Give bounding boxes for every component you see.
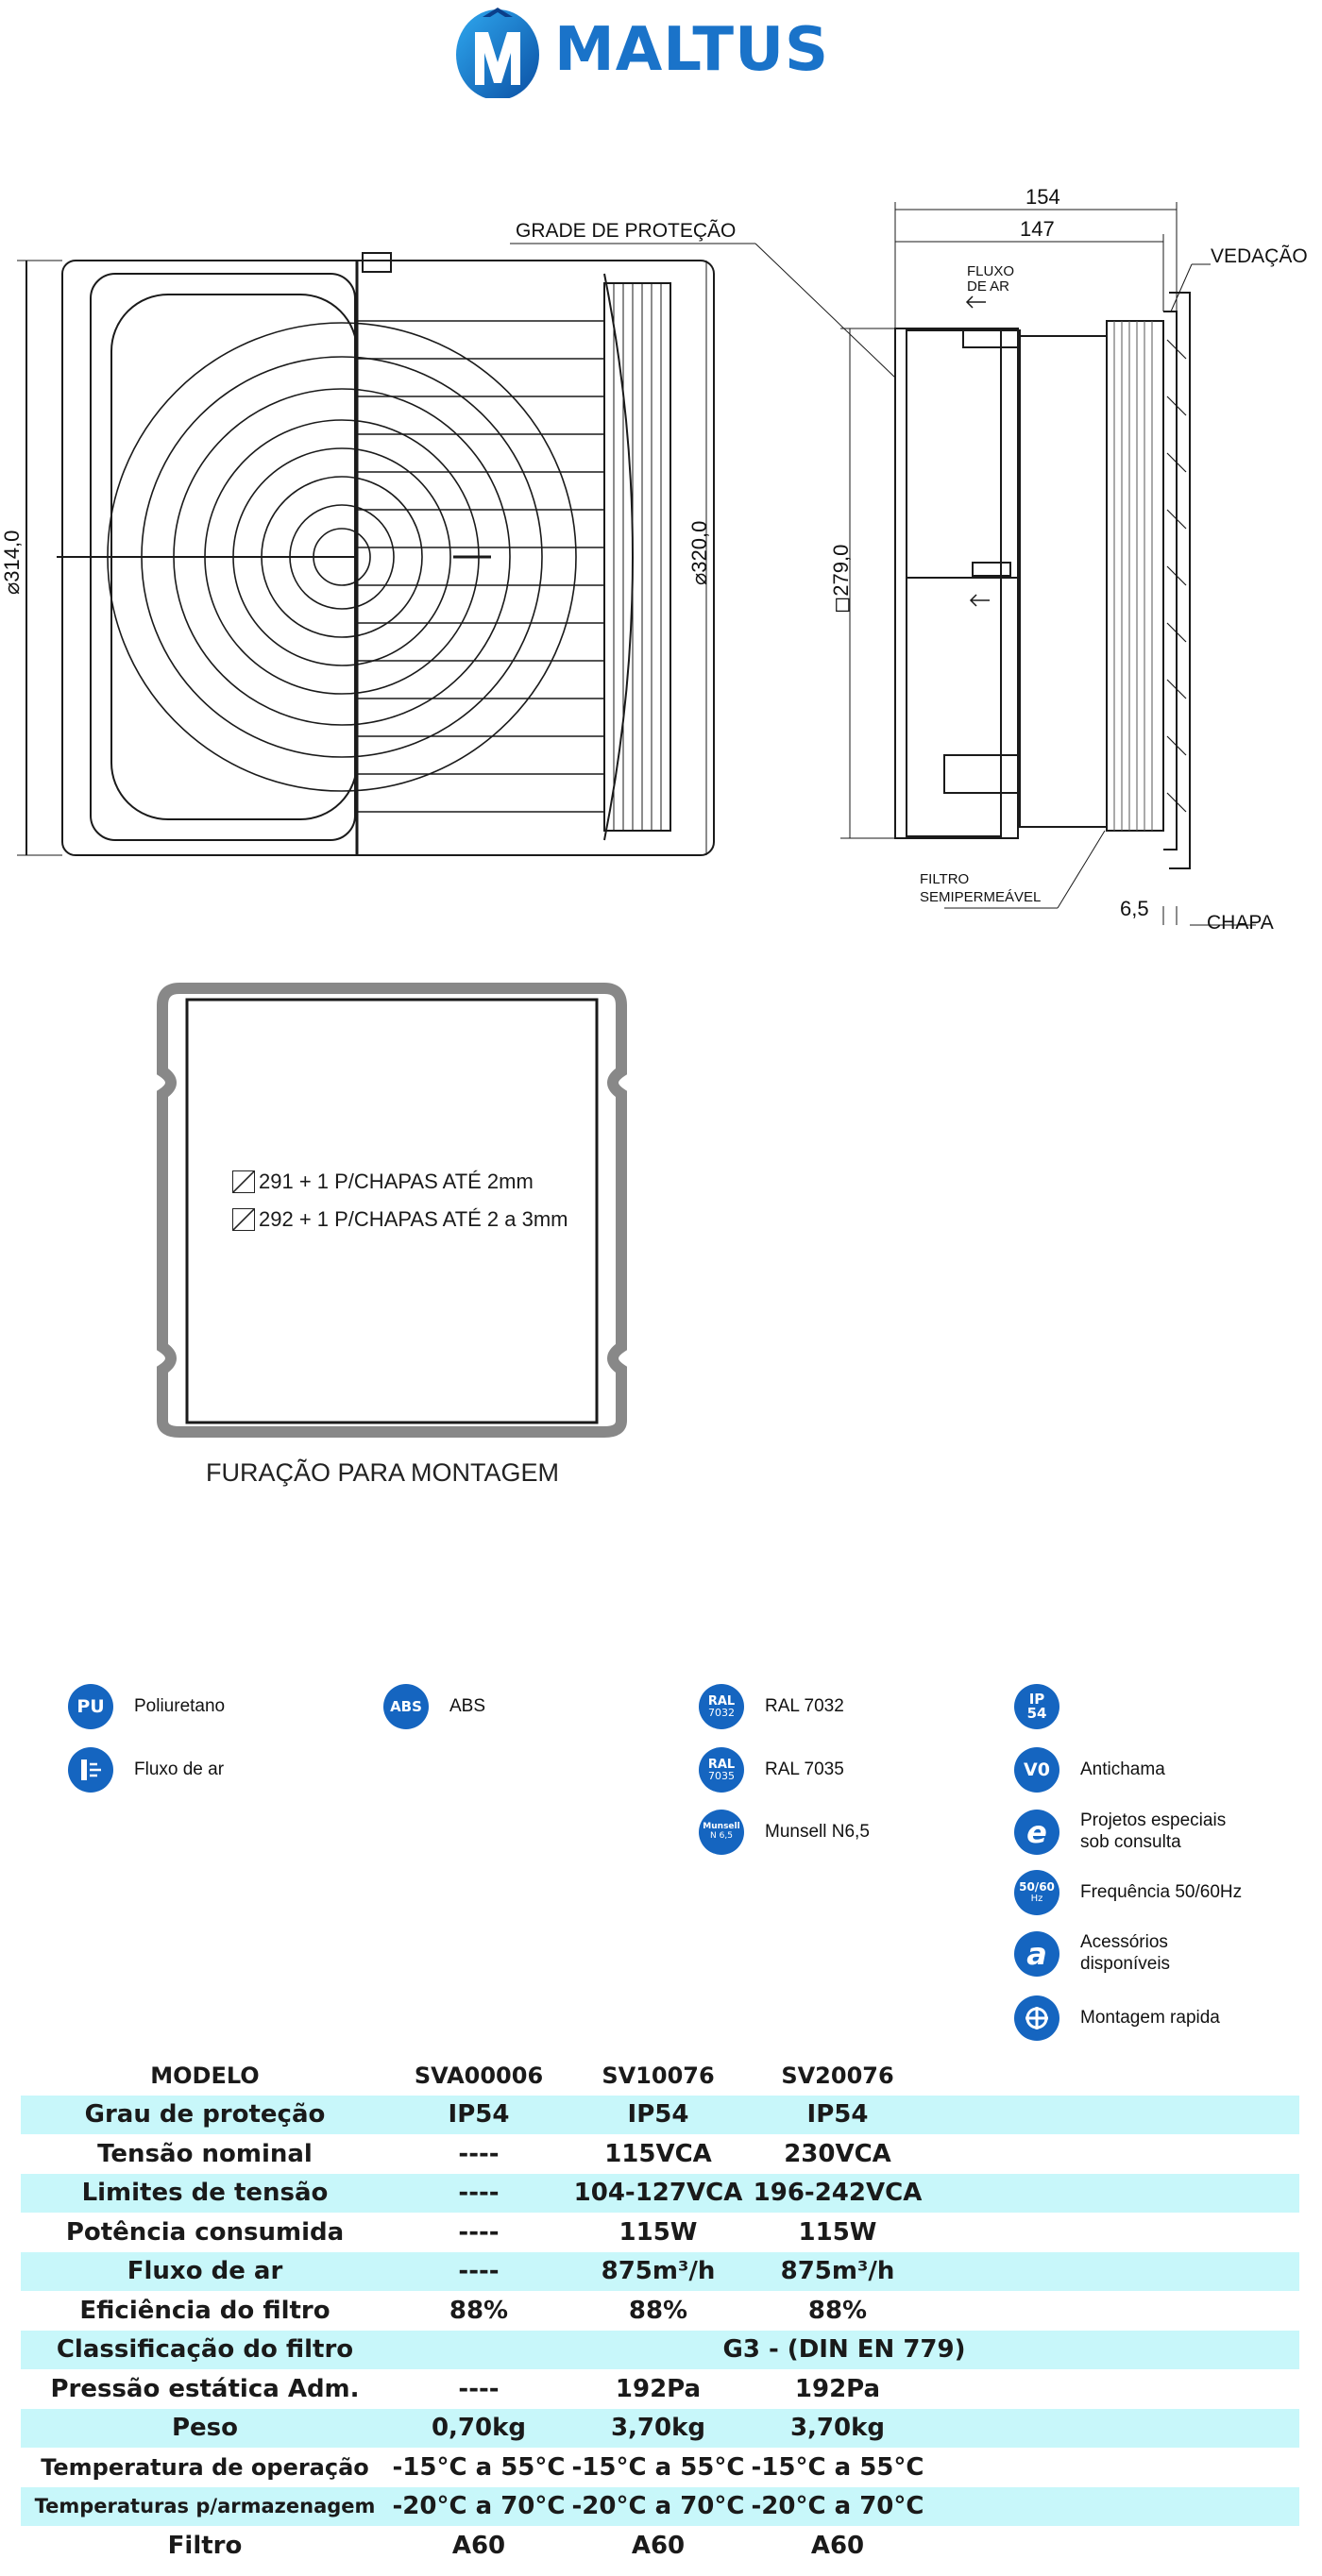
- abs-badge-icon: ABS: [383, 1684, 429, 1729]
- airflow-badge-icon: [68, 1747, 113, 1793]
- pu-badge-icon: PU: [68, 1684, 113, 1729]
- ral-badge-icon: RAL 7032: [699, 1684, 744, 1729]
- cell-value: -15°C a 55°C: [392, 2452, 566, 2482]
- row-label: Eficiência do filtro: [79, 2296, 330, 2325]
- table-row: [21, 2252, 1299, 2292]
- cell-value: A60: [451, 2531, 506, 2560]
- row-label: Tensão nominal: [97, 2139, 313, 2168]
- brand-name: MALTUS: [554, 15, 830, 85]
- cell-value: ----: [458, 2217, 500, 2247]
- table-header-row: [21, 2056, 1299, 2096]
- callout-vedacao: VEDAÇÃO: [1211, 245, 1308, 267]
- technical-drawing: [0, 0, 1322, 944]
- cutout-note-2: 292 + 1 P/CHAPAS ATÉ 2 a 3mm: [232, 1207, 568, 1232]
- table-row: [21, 2291, 1299, 2331]
- callout-fluxo-line-1: FLUXO: [967, 263, 1015, 279]
- cell-value: A60: [631, 2531, 686, 2560]
- cell-value: 104-127VCA: [568, 2174, 748, 2214]
- square-dimension-icon: [232, 1170, 255, 1193]
- cell-value: ----: [458, 2374, 500, 2403]
- cell-value: A60: [810, 2531, 865, 2560]
- cell-value: IP54: [568, 2096, 748, 2135]
- legend-item-pu: PU Poliuretano: [68, 1684, 225, 1729]
- cell-value: 115VCA: [604, 2139, 712, 2168]
- legend-item-ral7035: RAL 7035 RAL 7035: [699, 1747, 844, 1793]
- legend-item-ip54: [1014, 1684, 1080, 1729]
- top-dim-inner-label: 147: [1020, 217, 1055, 241]
- frequency-badge-icon: 50/60 Hz: [1014, 1870, 1059, 1915]
- cell-value: ----: [389, 2174, 568, 2214]
- row-label: Limites de tensão: [21, 2174, 389, 2214]
- cell-value: 875m³/h: [568, 2252, 748, 2292]
- cell-value: IP54: [389, 2096, 568, 2135]
- callout-grade-protecao: GRADE DE PROTEÇÃO: [516, 220, 737, 242]
- table-row: [21, 2134, 1299, 2174]
- ral-badge-icon: RAL 7035: [699, 1747, 744, 1793]
- row-label: Fluxo de ar: [21, 2252, 389, 2292]
- callout-filtro-line-2: SEMIPERMEÁVEL: [920, 889, 1042, 905]
- cell-value: -15°C a 55°C: [571, 2452, 745, 2482]
- cell-value: 192Pa: [615, 2374, 702, 2403]
- callout-filtro-line-1: FILTRO: [920, 871, 970, 887]
- side-dim-label: ◻279,0: [829, 544, 853, 614]
- legend-item-projetos: e Projetos especiais sob consulta: [1014, 1810, 1226, 1855]
- legend-item-frequencia: 50/60 Hz Frequência 50/60Hz: [1014, 1870, 1242, 1915]
- cell-value: 88%: [449, 2296, 509, 2325]
- row-label: Grau de proteção: [21, 2096, 389, 2135]
- cell-value: 88%: [628, 2296, 688, 2325]
- cell-value: 88%: [807, 2296, 868, 2325]
- e-badge-icon: e: [1014, 1810, 1059, 1855]
- legend-item-v0: V0 Antichama: [1014, 1747, 1165, 1793]
- legend-item-acessorios: a Acessórios disponíveis: [1014, 1931, 1170, 1977]
- legend-item-fluxo: Fluxo de ar: [68, 1747, 224, 1793]
- row-label: Peso: [21, 2409, 389, 2449]
- cell-value: ----: [389, 2252, 568, 2292]
- header-model-2: SV10076: [602, 2062, 715, 2089]
- front-left-dim-label: ⌀314,0: [0, 530, 24, 595]
- cell-value: 196-242VCA: [748, 2174, 927, 2214]
- cell-value: 3,70kg: [568, 2409, 748, 2449]
- cell-value: 875m³/h: [748, 2252, 927, 2292]
- square-dimension-icon: [232, 1208, 255, 1231]
- dim-chapa-label: 6,5: [1120, 897, 1149, 920]
- table-row: [21, 2174, 1299, 2214]
- table-row: [21, 2526, 1299, 2566]
- spec-table: [21, 2056, 1299, 2566]
- table-row: [21, 2213, 1299, 2252]
- v0-badge-icon: V0: [1014, 1747, 1059, 1793]
- callout-fluxo-line-2: DE AR: [967, 278, 1010, 295]
- legend-item-montagem: Montagem rapida: [1014, 1995, 1220, 2041]
- cell-value: -20°C a 70°C: [389, 2487, 568, 2527]
- table-row: [21, 2096, 1299, 2135]
- header-modelo: MODELO: [150, 2062, 260, 2089]
- row-label: Temperaturas p/armazenagem: [21, 2487, 389, 2527]
- cell-value: IP54: [748, 2096, 927, 2135]
- cell-value: 230VCA: [784, 2139, 891, 2168]
- row-label: Filtro: [167, 2531, 243, 2560]
- cell-value-merged: G3 - (DIN EN 779): [389, 2331, 1299, 2370]
- cell-value: 192Pa: [794, 2374, 881, 2403]
- row-label: Potência consumida: [65, 2217, 345, 2247]
- cutout-note-1: 291 + 1 P/CHAPAS ATÉ 2mm: [232, 1170, 534, 1194]
- cutout-caption: FURAÇÃO PARA MONTAGEM: [206, 1458, 560, 1487]
- cell-value: 115W: [798, 2217, 877, 2247]
- row-label: Pressão estática Adm.: [50, 2374, 360, 2403]
- cell-value: 3,70kg: [748, 2409, 927, 2449]
- table-row: [21, 2409, 1299, 2449]
- cell-value: ----: [458, 2139, 500, 2168]
- callout-chapa: CHAPA: [1207, 912, 1274, 934]
- munsell-badge-icon: Munsell N 6,5: [699, 1810, 744, 1855]
- top-dim-outer-label: 154: [1025, 185, 1060, 209]
- cell-value: -20°C a 70°C: [568, 2487, 748, 2527]
- cell-value: 115W: [619, 2217, 698, 2247]
- table-row: [21, 2487, 1299, 2527]
- row-label: Temperatura de operação: [41, 2453, 369, 2481]
- row-label: Classificação do filtro: [21, 2331, 389, 2370]
- cell-value: 0,70kg: [389, 2409, 568, 2449]
- table-row: [21, 2369, 1299, 2409]
- ip-badge-icon: IP 54: [1014, 1684, 1059, 1729]
- cell-value: -20°C a 70°C: [748, 2487, 927, 2527]
- front-right-dim-label: ⌀320,0: [687, 520, 711, 585]
- table-row: [21, 2331, 1299, 2370]
- header-model-3: SV20076: [781, 2062, 894, 2089]
- legend-item-ral7032: RAL 7032 RAL 7032: [699, 1684, 844, 1729]
- legend-item-abs: ABS ABS: [383, 1684, 485, 1729]
- a-badge-icon: a: [1014, 1931, 1059, 1977]
- header-model-1: SVA00006: [414, 2062, 544, 2089]
- legend-item-munsell: Munsell N 6,5 Munsell N6,5: [699, 1810, 870, 1855]
- cell-value: -15°C a 55°C: [751, 2452, 924, 2482]
- table-row: [21, 2448, 1299, 2487]
- quick-mount-badge-icon: [1014, 1995, 1059, 2041]
